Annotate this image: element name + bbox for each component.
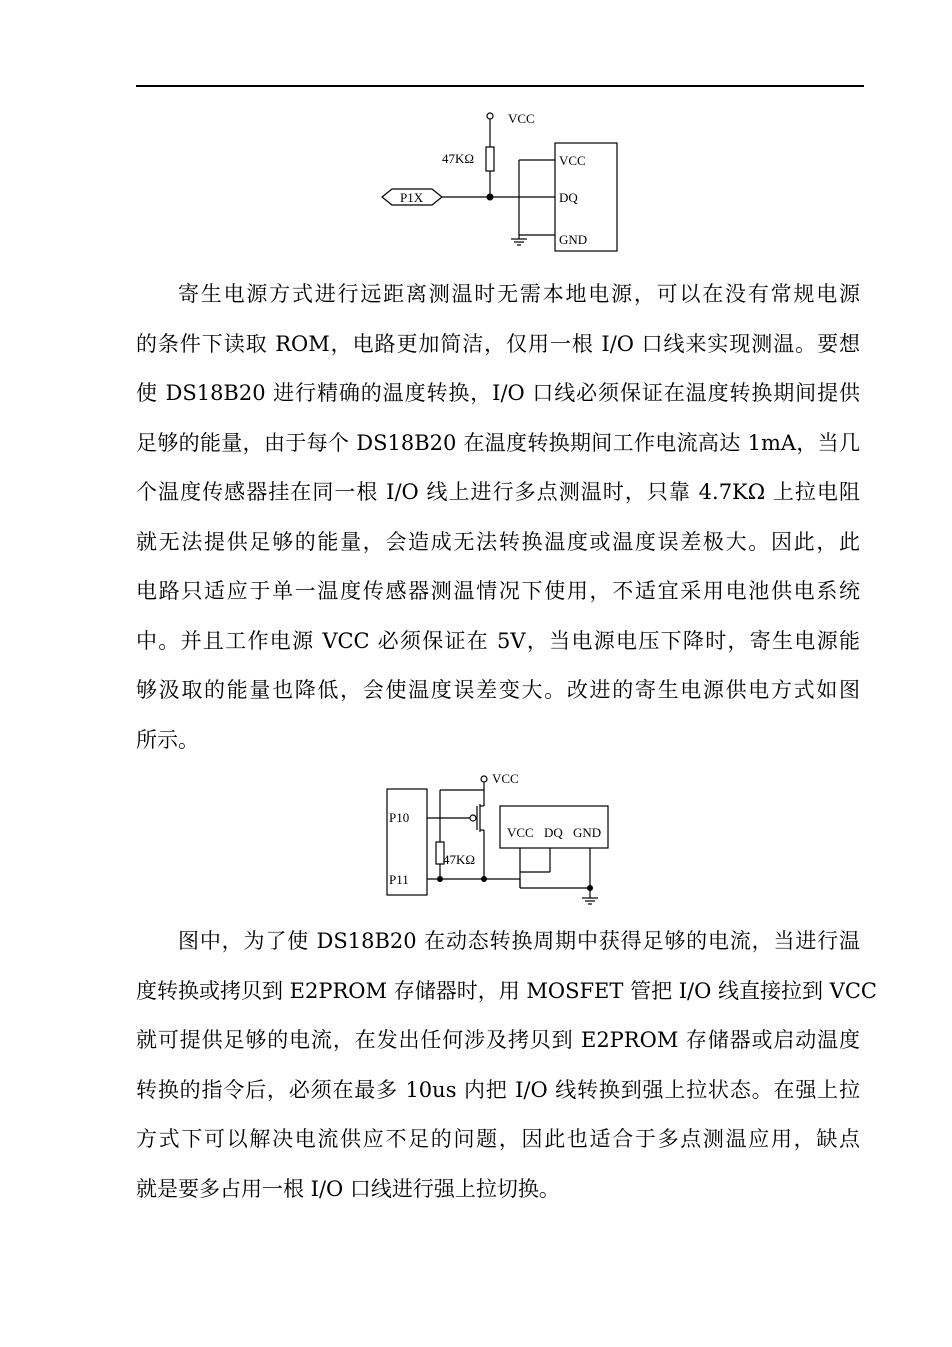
- pin-p10-label: P10: [389, 810, 410, 825]
- text-line: 个温度传感器挂在同一根 I/O 线上进行多点测温时，只靠 4.7KΩ 上拉电阻: [136, 480, 860, 504]
- text-line: 寄生电源方式进行远距离测温时无需本地电源，可以在没有常规电源: [178, 282, 860, 306]
- port-label: P1X: [400, 190, 424, 205]
- text-line: 的条件下读取 ROM，电路更加简洁，仅用一根 I/O 口线来实现测温。要想: [136, 331, 860, 356]
- text-line: 就是要多占用一根 I/O 口线进行强上拉切换。: [136, 1176, 560, 1201]
- text-line: 就可提供足够的电流，在发出任何涉及拷贝到 E2PROM 存储器或启动温度: [136, 1028, 860, 1052]
- chip-pin-vcc: VCC: [559, 153, 586, 168]
- chip-pin-gnd: GND: [559, 232, 588, 247]
- text-line: 图中，为了使 DS18B20 在动态转换周期中获得足够的电流，当进行温: [178, 929, 860, 953]
- improved-parasitic-circuit: [380, 768, 620, 913]
- paragraph-parasitic-power: [136, 270, 860, 765]
- text-line: 使 DS18B20 进行精确的温度转换，I/O 口线必须保证在温度转换期间提供: [136, 381, 860, 405]
- text-line: 转换的指令后，必须在最多 10us 内把 I/O 线转换到强上拉状态。在强上拉: [136, 1077, 860, 1102]
- resistor-label: 47KΩ: [443, 852, 476, 867]
- header-rule: [136, 85, 864, 87]
- text-line: 足够的能量，由于每个 DS18B20 在温度转换期间工作电流高达 1mA，当几: [136, 430, 860, 455]
- text-line: 度转换或拷贝到 E2PROM 存储器时，用 MOSFET 管把 I/O 线直接拉到 VCC: [136, 978, 877, 1003]
- chip-pin-gnd: GND: [573, 825, 602, 840]
- chip-pin-dq: DQ: [559, 190, 578, 205]
- text-line: 电路只适应于单一温度传感器测温情况下使用，不适宜采用电池供电系统: [136, 579, 860, 603]
- text-line: 就无法提供足够的能量，会造成无法转换温度或温度误差极大。因此，此: [136, 529, 860, 554]
- circuit-diagram-2: [380, 768, 620, 913]
- vcc-label: VCC: [508, 111, 535, 126]
- parasitic-power-circuit: [370, 105, 630, 260]
- text-line: 中。并且工作电源 VCC 必须保证在 5V，当电源电压下降时，寄生电源能: [136, 628, 860, 653]
- vcc-label: VCC: [492, 771, 519, 786]
- chip-pin-vcc: VCC: [507, 825, 534, 840]
- text-line: 所示。: [136, 727, 199, 752]
- paragraph-mosfet-pullup: [136, 917, 877, 1214]
- circuit-diagram-1: [370, 105, 630, 260]
- text-line: 方式下可以解决电流供应不足的问题，因此也适合于多点测温应用，缺点: [136, 1127, 860, 1151]
- resistor-label: 47KΩ: [442, 151, 475, 166]
- chip-pin-dq: DQ: [544, 825, 563, 840]
- text-line: 够汲取的能量也降低，会使温度误差变大。改进的寄生电源供电方式如图: [136, 678, 860, 702]
- pin-p11-label: P11: [389, 872, 409, 887]
